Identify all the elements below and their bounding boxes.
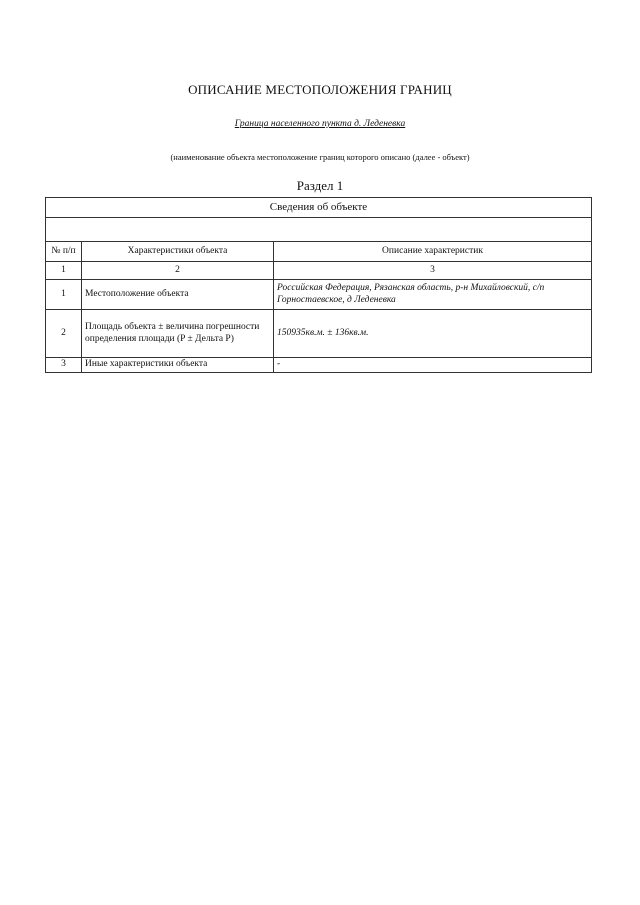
table-spacer-row <box>46 218 592 242</box>
header-description: Описание характеристик <box>274 242 592 262</box>
numbering-row <box>46 262 592 280</box>
row-num: 3 <box>46 358 82 373</box>
row-num: 2 <box>46 310 82 358</box>
row-description: 150935кв.м. ± 136кв.м. <box>274 310 592 358</box>
row-characteristic: Иные характеристики объекта <box>82 358 274 373</box>
numbering-cell: 3 <box>274 262 592 280</box>
table-title: Сведения об объекте <box>46 198 592 218</box>
numbering-cell: 1 <box>46 262 82 280</box>
header-num: № п/п <box>46 242 82 262</box>
row-description: Российская Федерация, Рязанская область, р-н Михайловский, с/п Горностаевское, д Леденевка <box>274 280 592 310</box>
table-row <box>46 310 592 358</box>
object-name: Граница населенного пункта д. Леденевка <box>234 119 406 129</box>
table-header-row <box>46 242 592 262</box>
section-title: Раздел 1 <box>296 178 344 193</box>
table-row <box>46 280 592 310</box>
row-description: - <box>274 358 592 373</box>
row-num: 1 <box>46 280 82 310</box>
row-characteristic: Местоположение объекта <box>82 280 274 310</box>
document-title: ОПИСАНИЕ МЕСТОПОЛОЖЕНИЯ ГРАНИЦ <box>188 82 452 97</box>
header-characteristic: Характеристики объекта <box>82 242 274 262</box>
numbering-cell: 2 <box>82 262 274 280</box>
table-row <box>46 358 592 373</box>
table-title-row <box>46 198 592 218</box>
row-characteristic: Площадь объекта ± величина погрешности определения площади (P ± Дельта P) <box>82 310 274 358</box>
object-caption: (наименование объекта местоположение границ которого описано (далее - объект) <box>170 152 470 162</box>
object-info-table <box>45 197 592 373</box>
table-spacer-cell <box>46 218 592 242</box>
